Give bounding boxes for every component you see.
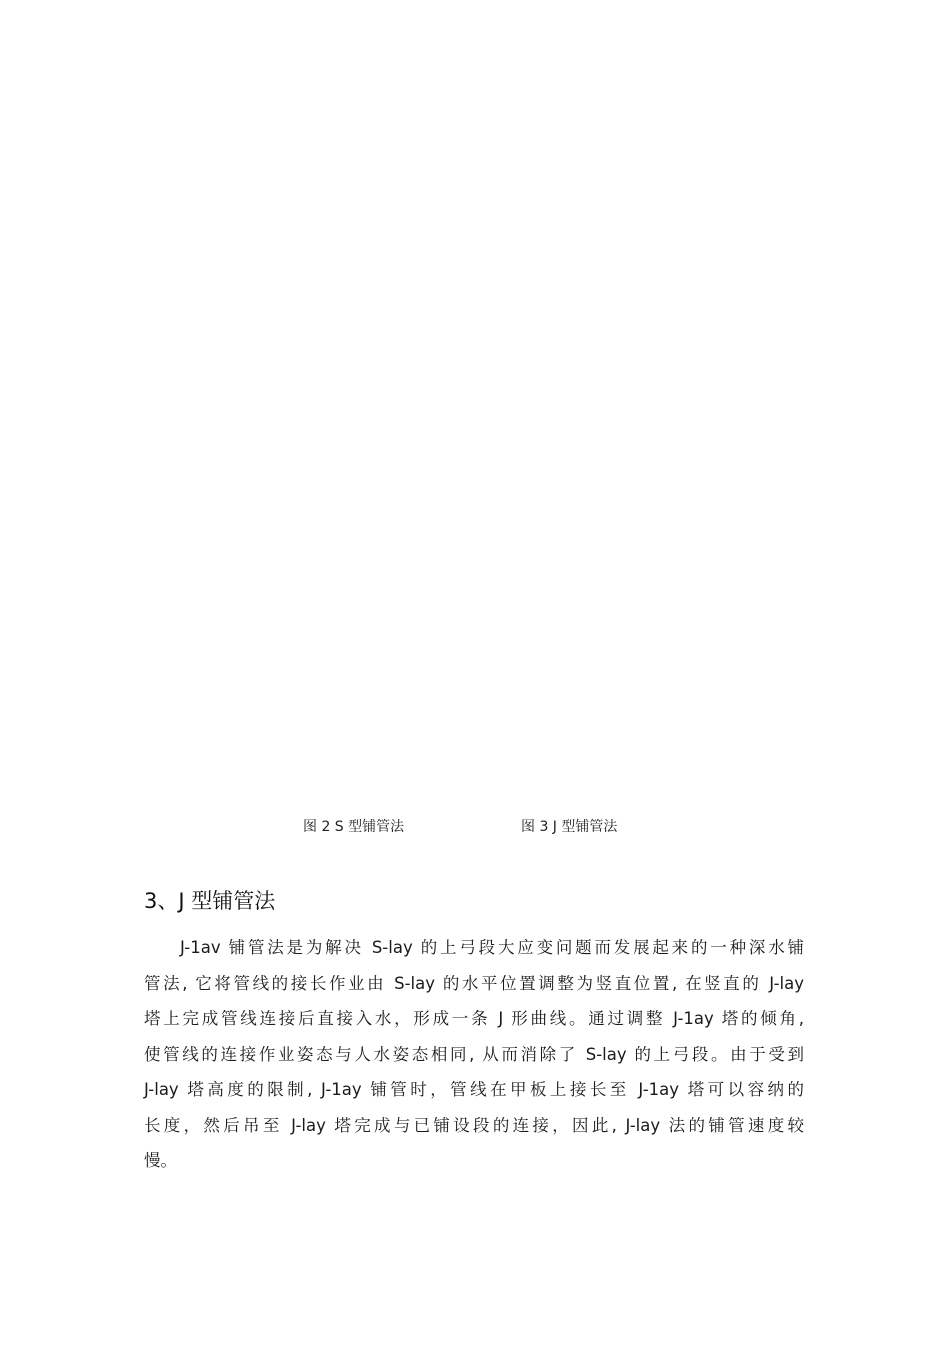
paragraph-line: 塔上完成管线连接后直接入水，形成一条 J 形曲线。通过调整 J-1ay 塔的倾角, (144, 1009, 804, 1028)
figure-3-caption: 图 3 J 型铺管法 (521, 819, 618, 835)
paragraph-line: 长度，然后吊至 J-lay 塔完成与已铺设段的连接，因此, J-lay 法的铺管速度较 (144, 1115, 804, 1135)
paragraph-line: 使管线的连接作业姿态与人水姿态相同, 从而消除了 S-lay 的上弓段。由于受到 (144, 1044, 804, 1064)
paragraph-line: 管法, 它将管线的接长作业由 S-lay 的水平位置调整为竖直位置, 在竖直的 J-lay (144, 973, 804, 993)
section-heading: 3、J 型铺管法 (144, 889, 276, 913)
section-paragraph (144, 930, 804, 1179)
paragraph-line: J-1av 铺管法是为解决 S-lay 的上弓段大应变问题而发展起来的一种深水铺 (180, 938, 804, 957)
paragraph-line: J-lay 塔高度的限制, J-1ay 铺管时，管线在甲板上接长至 J-1ay 塔可以容纳的 (144, 1080, 804, 1099)
paragraph-line: 慢。 (144, 1151, 177, 1170)
figure-2-caption: 图 2 S 型铺管法 (303, 819, 405, 835)
